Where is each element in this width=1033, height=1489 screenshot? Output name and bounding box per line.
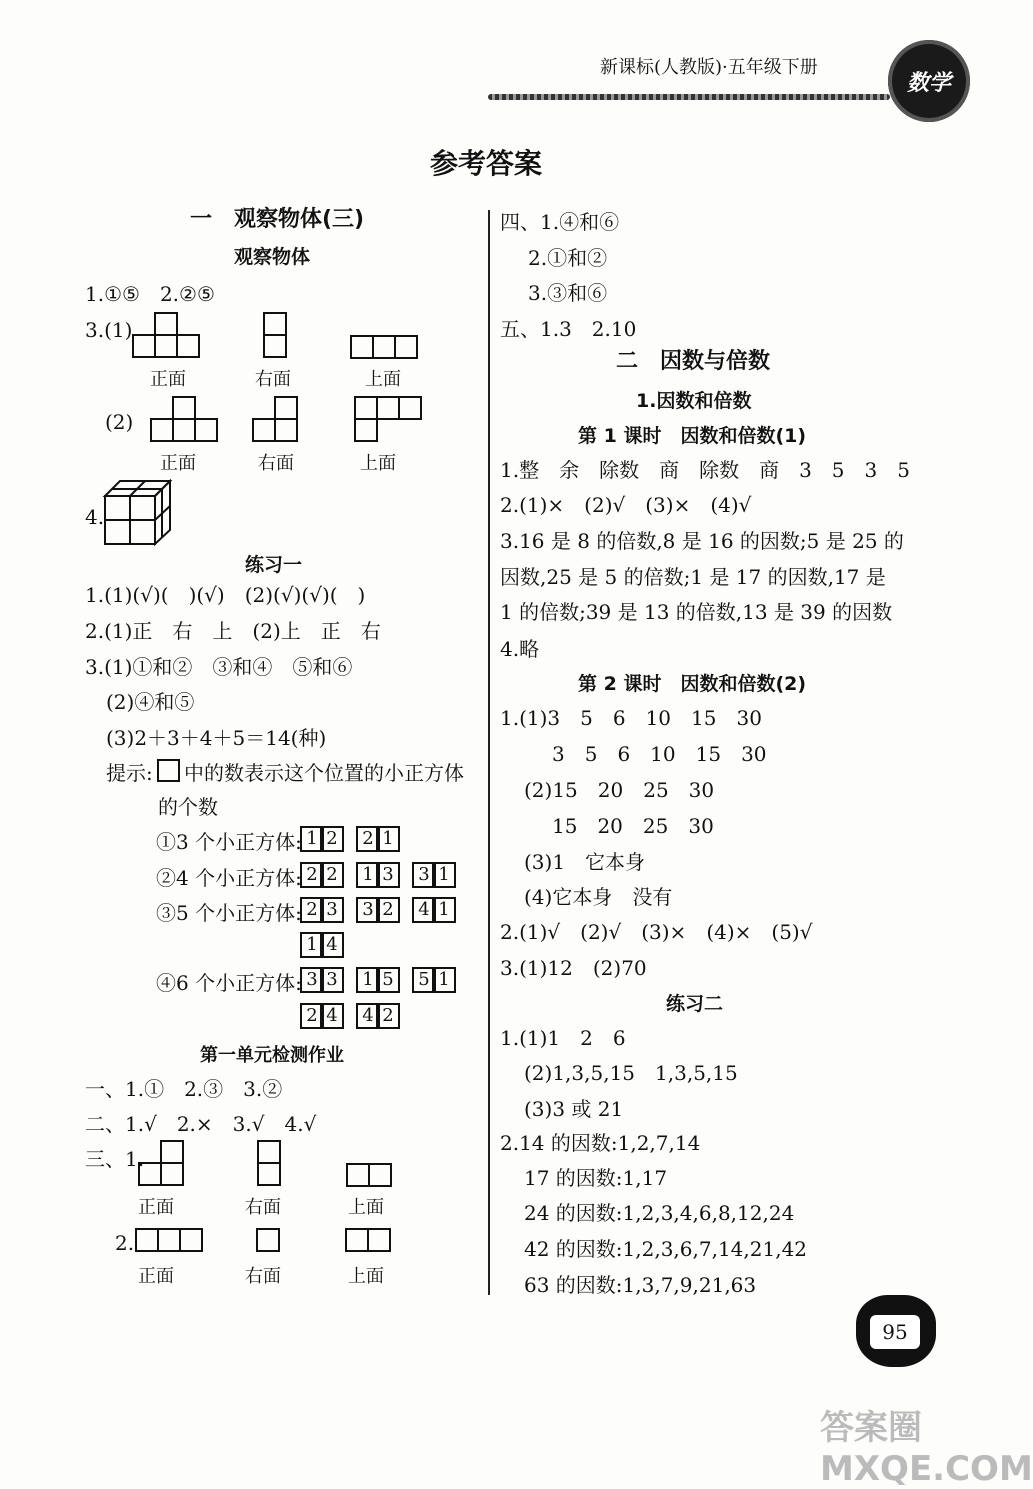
number-box: 4 <box>412 897 436 923</box>
answer-line: 一、1.① 2.③ 3.② <box>85 1077 283 1101</box>
number-box: 2 <box>300 897 324 923</box>
number-box: 3 <box>300 967 324 993</box>
number-box: 3 <box>320 967 344 993</box>
header-rule <box>488 94 890 100</box>
answer-line: 四、1.④和⑥ <box>500 210 620 234</box>
answer-line: 24 的因数:1,2,3,4,6,8,12,24 <box>524 1201 795 1225</box>
page-number-badge <box>856 1295 936 1367</box>
answer-line: (4)它本身 没有 <box>524 885 673 909</box>
number-box: 5 <box>376 967 400 993</box>
answer-line: 3.(1)12 (2)70 <box>500 956 647 980</box>
number-box: 3 <box>412 862 436 888</box>
answer-line: 2.14 的因数:1,2,7,14 <box>500 1131 701 1155</box>
page-number: 95 <box>870 1315 920 1349</box>
lesson-title: 第 1 课时 因数和倍数(1) <box>578 425 807 447</box>
answer-line: (3)3 或 21 <box>524 1097 624 1121</box>
view-label: 正面 <box>138 1266 174 1287</box>
answer-line: 1.(1)(√)( )(√) (2)(√)(√)( ) <box>85 583 366 607</box>
watermark: 答案圈 MXQE.COM <box>820 1408 1033 1489</box>
front-view-figure <box>150 396 222 446</box>
badge-label: 数学 <box>906 70 951 96</box>
view-label: 右面 <box>245 1197 281 1218</box>
view-label: 正面 <box>150 369 186 390</box>
answer-line: 15 20 25 30 <box>552 814 714 838</box>
unit1-title: 一 观察物体(三) <box>190 207 365 232</box>
front-view-figure <box>135 1228 207 1254</box>
answer-line: 42 的因数:1,2,3,6,7,14,21,42 <box>524 1237 808 1261</box>
answer-line: (2) <box>105 410 134 434</box>
answer-line: 3.(1) <box>85 318 133 342</box>
answer-line: 4. <box>85 505 105 529</box>
number-box: 4 <box>320 1003 344 1029</box>
answer-line: 63 的因数:1,3,7,9,21,63 <box>524 1273 757 1297</box>
answer-line: 二、1.√ 2.× 3.√ 4.√ <box>85 1112 317 1136</box>
cube-count-label: ①3 个小正方体: <box>156 830 302 854</box>
number-box: 4 <box>356 1003 380 1029</box>
number-box: 2 <box>320 826 344 852</box>
answer-line: 三、1. <box>85 1147 145 1171</box>
number-box: 1 <box>300 932 324 958</box>
view-label: 正面 <box>160 453 196 474</box>
top-view-figure <box>350 335 422 361</box>
right-view-figure <box>257 1140 283 1190</box>
number-box: 1 <box>300 826 324 852</box>
number-box: 3 <box>356 897 380 923</box>
subject-badge <box>888 40 970 122</box>
number-box: 2 <box>376 1003 400 1029</box>
view-label: 上面 <box>365 369 401 390</box>
test-title: 第一单元检测作业 <box>200 1045 344 1066</box>
front-view-figure <box>138 1140 186 1190</box>
number-box: 1 <box>432 897 456 923</box>
number-box: 1 <box>356 967 380 993</box>
answer-line: 因数,25 是 5 的倍数;1 是 17 的因数,17 是 <box>500 565 886 589</box>
exercise-title: 练习一 <box>245 554 303 576</box>
cube-count-label: ④6 个小正方体: <box>156 971 302 995</box>
right-view-figure <box>252 396 302 446</box>
page-title: 参考答案 <box>430 147 543 180</box>
number-box: 1 <box>432 862 456 888</box>
section-title: 1.因数和倍数 <box>636 390 752 412</box>
answer-line: 4.略 <box>500 637 540 661</box>
answer-line: 1.(1)1 2 6 <box>500 1026 626 1050</box>
number-box: 2 <box>376 897 400 923</box>
view-label: 右面 <box>255 369 291 390</box>
answer-line: 2.①和② <box>528 246 608 270</box>
answer-line: 17 的因数:1,17 <box>524 1166 668 1190</box>
answer-line: 3 5 6 10 15 30 <box>552 742 767 766</box>
answer-line: (3)2＋3＋4＋5＝14(种) <box>106 726 327 750</box>
view-label: 上面 <box>348 1266 384 1287</box>
right-view-figure <box>263 312 293 362</box>
view-label: 上面 <box>360 453 396 474</box>
number-box: 2 <box>320 862 344 888</box>
number-box: 4 <box>320 932 344 958</box>
front-view-figure <box>132 312 202 362</box>
top-view-figure <box>354 396 426 446</box>
cube-count-label: ②4 个小正方体: <box>156 866 302 890</box>
number-box: 2 <box>356 826 380 852</box>
answer-line: (2)④和⑤ <box>106 690 195 714</box>
answer-line: 2.(1)× (2)√ (3)× (4)√ <box>500 493 752 517</box>
hint-label: 提示: <box>106 761 153 785</box>
answer-line: 2.(1)√ (2)√ (3)× (4)× (5)√ <box>500 920 813 944</box>
answer-line: (2)15 20 25 30 <box>524 778 715 802</box>
number-box: 2 <box>300 1003 324 1029</box>
hint-box-icon <box>157 759 181 783</box>
number-box: 2 <box>300 862 324 888</box>
section-title: 观察物体 <box>234 246 311 268</box>
answer-line: 2. <box>115 1231 135 1255</box>
view-label: 右面 <box>245 1266 281 1287</box>
answer-line: 五、1.3 2.10 <box>500 317 637 341</box>
cube-count-label: ③5 个小正方体: <box>156 901 302 925</box>
hint-text: 中的数表示这个位置的小正方体 <box>184 761 464 785</box>
answer-line: 1.①⑤ 2.②⑤ <box>85 282 215 306</box>
answer-line: (3)1 它本身 <box>524 850 646 874</box>
view-label: 上面 <box>348 1197 384 1218</box>
cube-figure <box>104 480 174 546</box>
right-view-figure <box>256 1228 282 1254</box>
view-label: 正面 <box>138 1197 174 1218</box>
answer-line: 2.(1)正 右 上 (2)上 正 右 <box>85 619 381 643</box>
top-view-figure <box>345 1228 393 1254</box>
series-label: 新课标(人教版)·五年级下册 <box>600 57 818 78</box>
view-label: 右面 <box>258 453 294 474</box>
answer-line: 1.整 余 除数 商 除数 商 3 5 3 5 <box>500 458 910 482</box>
number-box: 3 <box>320 897 344 923</box>
top-view-figure <box>346 1163 394 1189</box>
hint-text: 的个数 <box>158 795 218 819</box>
number-box: 1 <box>356 862 380 888</box>
unit2-title: 二 因数与倍数 <box>616 349 771 374</box>
answer-line: 3.③和⑥ <box>528 281 608 305</box>
number-box: 1 <box>376 826 400 852</box>
answer-line: 1.(1)3 5 6 10 15 30 <box>500 706 762 730</box>
number-box: 3 <box>376 862 400 888</box>
number-box: 1 <box>432 967 456 993</box>
lesson-title: 第 2 课时 因数和倍数(2) <box>578 673 807 695</box>
number-box: 5 <box>412 967 436 993</box>
exercise-title: 练习二 <box>666 993 724 1015</box>
answer-line: (2)1,3,5,15 1,3,5,15 <box>524 1061 738 1085</box>
answer-line: 1 的倍数;39 是 13 的倍数,13 是 39 的因数 <box>500 600 893 624</box>
answer-line: 3.(1)①和② ③和④ ⑤和⑥ <box>85 655 353 679</box>
column-divider <box>488 210 490 1295</box>
answer-line: 3.16 是 8 的倍数,8 是 16 的因数;5 是 25 的 <box>500 529 904 553</box>
